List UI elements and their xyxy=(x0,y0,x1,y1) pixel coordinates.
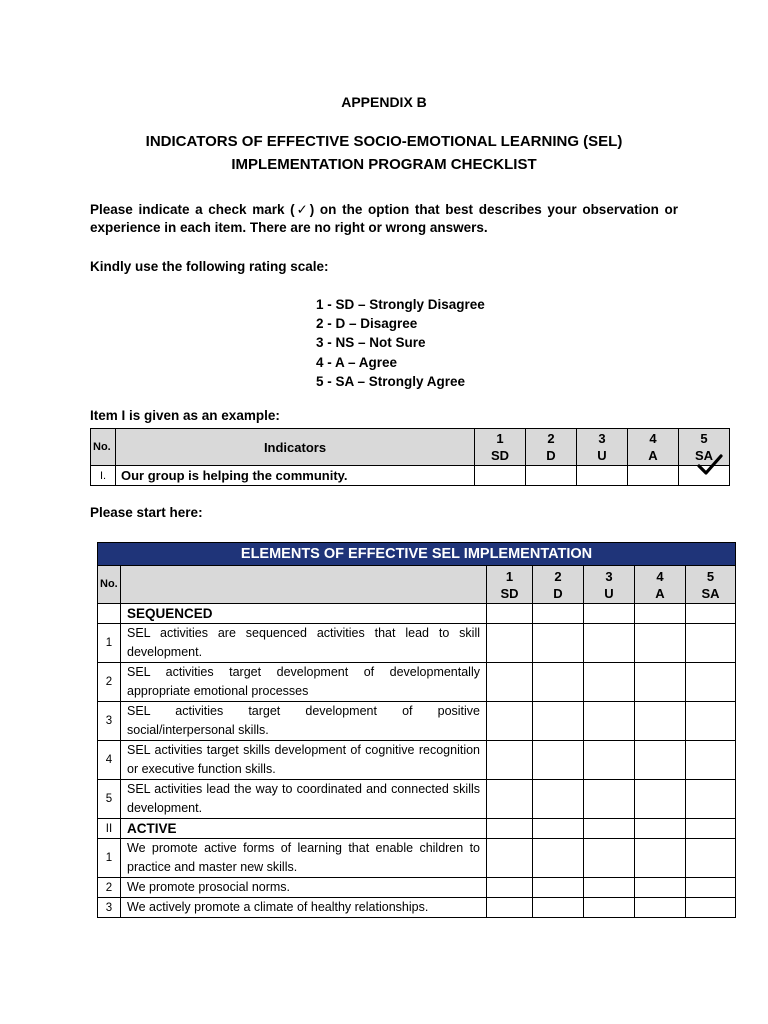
appendix-label: APPENDIX B xyxy=(341,94,427,110)
rating-cell xyxy=(533,604,584,624)
rating-cell-1[interactable] xyxy=(487,624,533,663)
rating-cell-2[interactable] xyxy=(533,780,584,819)
item-no: 2 xyxy=(98,663,121,702)
rating-cell-1[interactable] xyxy=(487,839,533,878)
rating-cell xyxy=(487,604,533,624)
column-header-rating-5: 5 SA xyxy=(686,566,736,604)
rating-cell-1[interactable] xyxy=(487,898,533,918)
rating-cell-4[interactable] xyxy=(635,663,686,702)
table-row xyxy=(98,702,736,741)
rating-cell-5[interactable] xyxy=(686,898,736,918)
rating-cell-4[interactable] xyxy=(635,702,686,741)
rating-cell-1[interactable] xyxy=(487,741,533,780)
rating-cell-4[interactable] xyxy=(635,839,686,878)
rating-cell xyxy=(584,819,635,839)
example-table xyxy=(90,428,730,486)
main-table-header xyxy=(98,566,736,604)
item-indicator: We actively promote a climate of healthy relationships. xyxy=(121,898,487,918)
document-title-line-2: IMPLEMENTATION PROGRAM CHECKLIST xyxy=(231,156,537,173)
section-no: II xyxy=(98,819,121,839)
column-header-rating-1: 1 SD xyxy=(487,566,533,604)
item-indicator: We promote prosocial norms. xyxy=(121,878,487,898)
column-header-indicators-blank xyxy=(121,566,487,604)
item-no: 5 xyxy=(98,780,121,819)
rating-cell xyxy=(686,819,736,839)
example-row-no: I. xyxy=(91,466,116,486)
rating-cell-4[interactable] xyxy=(635,741,686,780)
column-header-indicators: Indicators xyxy=(116,429,475,466)
rating-cell-4[interactable] xyxy=(635,898,686,918)
rating-cell-2[interactable] xyxy=(526,466,577,486)
item-indicator: SEL activities are sequenced activities that lead to skill development. xyxy=(121,624,487,663)
document-title-line-1: INDICATORS OF EFFECTIVE SOCIO-EMOTIONAL LEARNING (SEL) xyxy=(145,133,623,150)
example-row xyxy=(91,466,730,486)
table-row xyxy=(98,624,736,663)
rating-cell-5[interactable] xyxy=(686,741,736,780)
section-title: SEQUENCED xyxy=(121,604,487,624)
rating-scale-item: 1 - SD – Strongly Disagree xyxy=(316,297,485,312)
rating-cell-3[interactable] xyxy=(584,663,635,702)
column-header-rating-2: 2 D xyxy=(533,566,584,604)
item-indicator: We promote active forms of learning that enable children to practice and master new skills. xyxy=(121,839,487,878)
rating-cell-2[interactable] xyxy=(533,839,584,878)
column-header-rating-3: 3 U xyxy=(584,566,635,604)
rating-cell-1[interactable] xyxy=(487,878,533,898)
rating-scale-item: 2 - D – Disagree xyxy=(316,316,418,332)
rating-scale-item: 4 - A – Agree xyxy=(316,354,398,370)
rating-scale-item: 3 - NS – Not Sure xyxy=(316,335,426,351)
item-indicator: SEL activities target skills development of cognitive recognition or executive function skills. xyxy=(121,741,487,780)
rating-cell-3[interactable] xyxy=(584,839,635,878)
rating-cell-4[interactable] xyxy=(635,878,686,898)
example-table-header xyxy=(91,429,730,466)
column-header-rating-4: 4 A xyxy=(628,429,679,466)
rating-cell-5[interactable] xyxy=(686,624,736,663)
column-header-rating-4: 4 A xyxy=(635,566,686,604)
rating-cell-3[interactable] xyxy=(584,898,635,918)
rating-cell-5[interactable] xyxy=(686,780,736,819)
rating-cell-2[interactable] xyxy=(533,624,584,663)
rating-scale-item: 5 - SA – Strongly Agree xyxy=(316,373,466,389)
item-no: 2 xyxy=(98,878,121,898)
column-header-rating-5: 5 SA xyxy=(679,429,730,466)
item-no: 3 xyxy=(98,898,121,918)
item-no: 1 xyxy=(98,624,121,663)
rating-cell-5[interactable] xyxy=(686,878,736,898)
section-title: ACTIVE xyxy=(121,819,487,839)
rating-cell-4[interactable] xyxy=(635,780,686,819)
table-row xyxy=(98,898,736,918)
rating-cell-2[interactable] xyxy=(533,663,584,702)
item-no: 1 xyxy=(98,839,121,878)
item-no: 4 xyxy=(98,741,121,780)
rating-cell-5[interactable] xyxy=(686,839,736,878)
table-row xyxy=(98,663,736,702)
table-row xyxy=(98,741,736,780)
rating-cell xyxy=(584,604,635,624)
scale-intro-text: Kindly use the following rating scale: xyxy=(90,259,329,274)
rating-cell-4[interactable] xyxy=(628,466,679,486)
instructions-text: Please indicate a check mark (✓) on the option that best describes your observation or experience in each item. There are no right or wrong answers. xyxy=(90,202,678,235)
example-intro-text: Item I is given as an example: xyxy=(90,408,280,423)
rating-cell-1[interactable] xyxy=(487,780,533,819)
checkmark-icon xyxy=(697,454,723,476)
rating-cell-4[interactable] xyxy=(635,624,686,663)
column-header-rating-2: 2 D xyxy=(526,429,577,466)
rating-cell-1[interactable] xyxy=(475,466,526,486)
column-header-no: No. xyxy=(91,429,116,466)
column-header-no: No. xyxy=(98,566,121,604)
table-row xyxy=(98,878,736,898)
rating-cell-2[interactable] xyxy=(533,741,584,780)
rating-cell xyxy=(635,604,686,624)
rating-cell-5[interactable] xyxy=(686,663,736,702)
rating-cell-2[interactable] xyxy=(533,898,584,918)
section-row-sequenced xyxy=(98,604,736,624)
table-banner-row xyxy=(98,543,736,566)
example-row-indicator: Our group is helping the community. xyxy=(116,466,475,486)
section-row-active xyxy=(98,819,736,839)
table-row xyxy=(98,780,736,819)
rating-cell-3[interactable] xyxy=(584,741,635,780)
item-indicator: SEL activities target development of positive social/interpersonal skills. xyxy=(121,702,487,741)
rating-cell-3[interactable] xyxy=(584,780,635,819)
rating-cell xyxy=(686,604,736,624)
table-row xyxy=(98,839,736,878)
rating-cell-1[interactable] xyxy=(487,663,533,702)
rating-cell-2[interactable] xyxy=(533,878,584,898)
rating-cell-3[interactable] xyxy=(577,466,628,486)
item-no: 3 xyxy=(98,702,121,741)
table-banner: ELEMENTS OF EFFECTIVE SEL IMPLEMENTATION xyxy=(98,543,736,566)
rating-cell xyxy=(635,819,686,839)
rating-cell-3[interactable] xyxy=(584,624,635,663)
section-no xyxy=(98,604,121,624)
rating-cell-5[interactable] xyxy=(679,466,730,486)
rating-cell-1[interactable] xyxy=(487,702,533,741)
rating-cell-2[interactable] xyxy=(533,702,584,741)
rating-cell xyxy=(533,819,584,839)
item-indicator: SEL activities target development of developmentally appropriate emotional processes xyxy=(121,663,487,702)
rating-scale-list xyxy=(316,295,485,391)
rating-cell-5[interactable] xyxy=(686,702,736,741)
column-header-rating-1: 1 SD xyxy=(475,429,526,466)
rating-cell-3[interactable] xyxy=(584,702,635,741)
sel-elements-table xyxy=(97,542,736,918)
rating-cell xyxy=(487,819,533,839)
column-header-rating-3: 3 U xyxy=(577,429,628,466)
item-indicator: SEL activities lead the way to coordinated and connected skills development. xyxy=(121,780,487,819)
start-label: Please start here: xyxy=(90,505,203,520)
rating-cell-3[interactable] xyxy=(584,878,635,898)
